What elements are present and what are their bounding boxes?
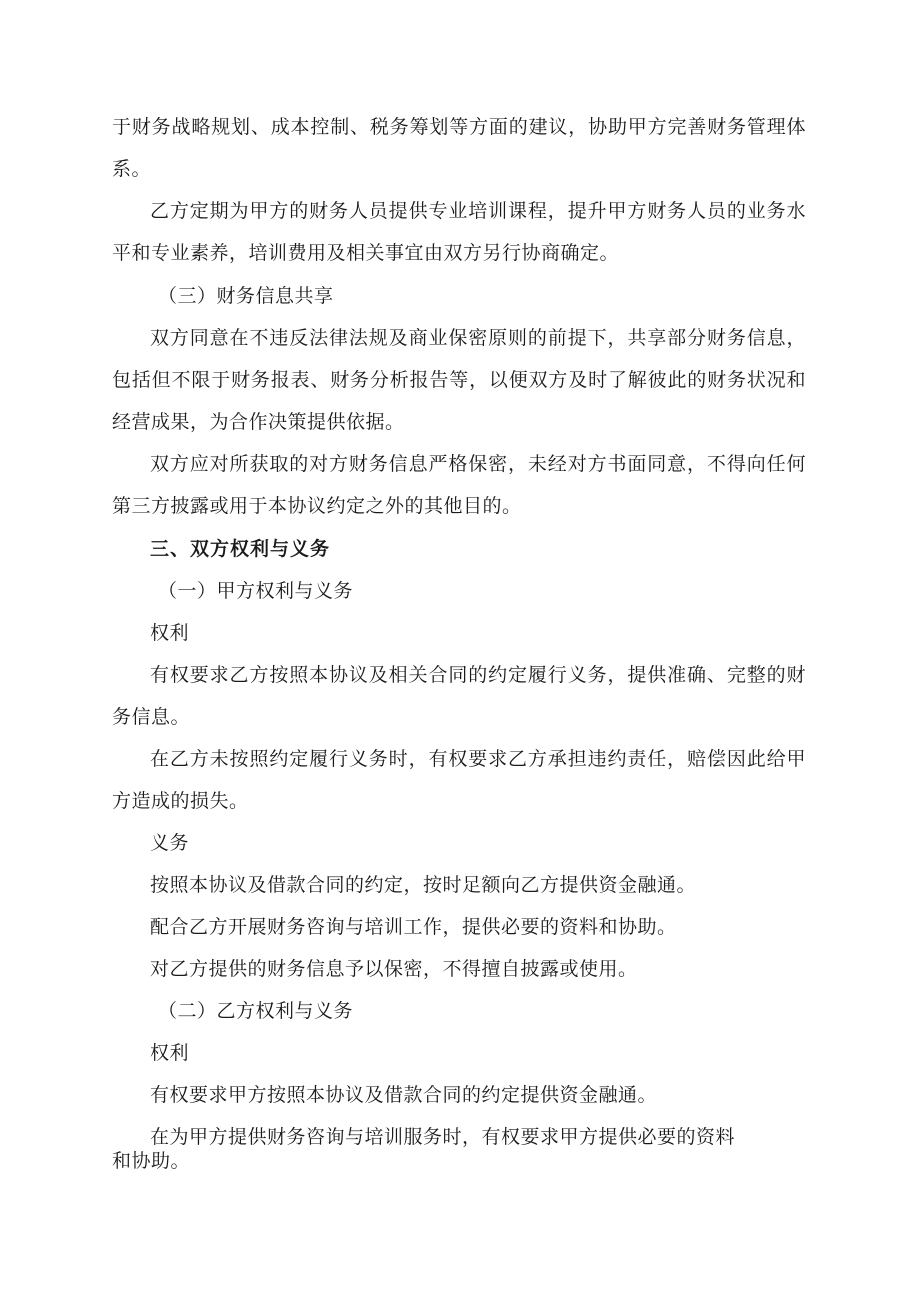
party-b-right2-line2: 和协助。 [112, 1150, 191, 1172]
party-a-right2-line1: 在乙方未按照约定履行义务时，有权要求乙方承担违约责任，赔偿因此给甲 [150, 748, 806, 770]
party-b-right1: 有权要求甲方按照本协议及借款合同的约定提供资金融通。 [150, 1084, 658, 1106]
para2-line2: 平和专业素养，培训费用及相关事宜由双方另行协商确定。 [112, 242, 620, 264]
party-a-right1-line1: 有权要求乙方按照本协议及相关合同的约定履行义务，提供准确、完整的财 [150, 664, 806, 686]
para4-line1: 双方应对所获取的对方财务信息严格保密，未经对方书面同意，不得向任何 [150, 453, 806, 475]
subheading-financial-info-sharing: （三）财务信息共享 [158, 285, 334, 307]
party-a-rights-label: 权利 [150, 622, 190, 644]
party-b-rights-label: 权利 [150, 1042, 190, 1064]
section-3-heading: 三、双方权利与义务 [150, 538, 331, 560]
para3-line1: 双方同意在不违反法律法规及商业保密原则的前提下，共享部分财务信息， [150, 327, 806, 349]
para2-line1: 乙方定期为甲方的财务人员提供专业培训课程，提升甲方财务人员的业务水 [150, 200, 806, 222]
subheading-party-a: （一）甲方权利与义务 [158, 580, 354, 602]
subheading-party-b: （二）乙方权利与义务 [158, 1000, 354, 1022]
party-a-obligation2: 配合乙方开展财务咨询与培训工作，提供必要的资料和协助。 [150, 916, 677, 938]
party-b-right2-line1: 在为甲方提供财务咨询与培训服务时，有权要求甲方提供必要的资料 [150, 1126, 736, 1148]
party-a-obligation3: 对乙方提供的财务信息予以保密，不得擅自披露或使用。 [150, 958, 638, 980]
party-a-right1-line2: 务信息。 [112, 706, 191, 728]
para3-line2: 包括但不限于财务报表、财务分析报告等，以便双方及时了解彼此的财务状况和 [112, 369, 806, 391]
party-a-right2-line2: 方造成的损失。 [112, 790, 249, 812]
party-a-obligations-label: 义务 [150, 832, 190, 854]
para1-line2: 系。 [112, 158, 152, 180]
party-a-obligation1: 按照本协议及借款合同的约定，按时足额向乙方提供资金融通。 [150, 874, 697, 896]
para4-line2: 第三方披露或用于本协议约定之外的其他目的。 [112, 495, 522, 517]
para1-line1: 于财务战略规划、成本控制、税务筹划等方面的建议，协助甲方完善财务管理体 [112, 116, 806, 138]
para3-line3: 经营成果，为合作决策提供依据。 [112, 411, 405, 433]
